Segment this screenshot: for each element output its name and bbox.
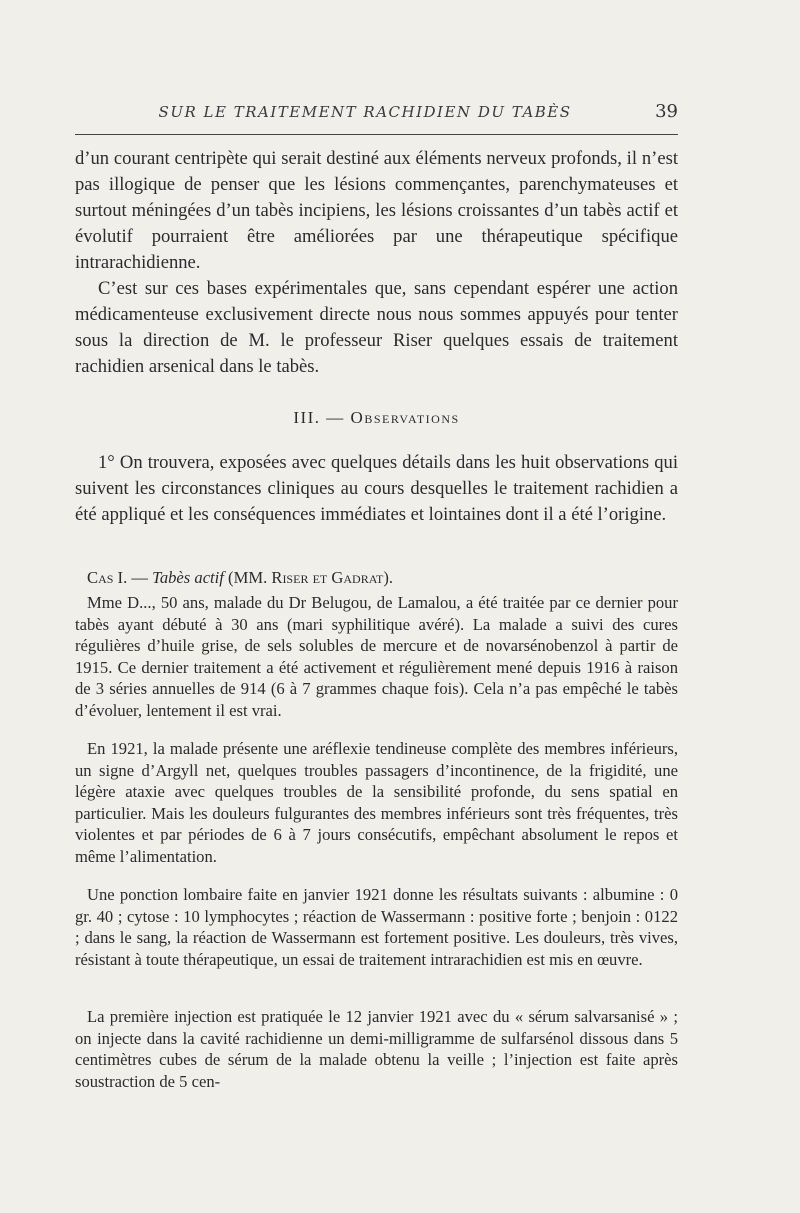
- case-authors: (MM. Riser et Gadrat).: [223, 568, 394, 587]
- paragraph-3: 1° On trouvera, exposées avec quelques détails dans les huit observations qui suivent les circonstances cliniques au cours desquelles le traitement rachidien a été appliqué et les conséquences immédiates et lointaines dont il a été l’origine.: [75, 452, 678, 525]
- section-heading: III. — Observations: [293, 408, 460, 427]
- paragraph-2: C’est sur ces bases expérimentales que, sans cependant espérer une action médicamenteuse exclusivement directe nous nous sommes appuyés pour tenter sous la direction de M. le professeur Riser quelques essais de traitement rachidien arsenical dans le tabès.: [75, 278, 678, 377]
- case-heading: [87, 568, 393, 588]
- case-label: Cas I. —: [87, 568, 153, 587]
- running-title: SUR LE TRAITEMENT RACHIDIEN DU TABÈS: [158, 103, 572, 121]
- case-paragraph-2: En 1921, la malade présente une aréflexie tendineuse complète des membres inférieurs, un signe d’Argyll net, quelques troubles passagers d’incontinence, de la frigidité, une légère ataxie avec quelques troubles de la sensibilité profonde, du sens spatial en particulier. Mais les douleurs fulgurantes des membres inférieurs sont très fréquentes, très violentes et par périodes de 6 à 7 jours consécutifs, empêchant absolument le repos et même l’alimentation.: [75, 739, 678, 866]
- header-rule: [75, 134, 678, 135]
- page-number: 39: [655, 101, 678, 122]
- paragraph-1: d’un courant centripète qui serait destiné aux éléments nerveux profonds, il n’est pas illogique de penser que les lésions commençantes, parenchymateuses et surtout méningées d’un tabès incipiens, les lésions croissantes d’un tabès actif et évolutif pourraient être améliorées par une thérapeutique spécifique intrarachidienne.: [75, 148, 678, 273]
- case-paragraph-3: Une ponction lombaire faite en janvier 1921 donne les résultats suivants : albumine : 0 gr. 40 ; cytose : 10 lymphocytes ; réaction de Wassermann : positive forte ; benjoin : 0122 ; dans le sang, la réaction de Wassermann est fortement positive. Les douleurs, très vives, résistant à toute thérapeutique, un essai de traitement intrarachidien est mis en œuvre.: [75, 885, 678, 969]
- case-title: Tabès actif: [152, 568, 224, 587]
- running-head: [75, 101, 678, 122]
- case-paragraph-1: Mme D..., 50 ans, malade du Dr Belugou, de Lamalou, a été traitée par ce dernier pour tabès ayant débuté à 30 ans (mari syphilitique avéré). La malade a suivi des cures régulières d’huile grise, de sels solubles de mercure et de novarsénobenzol à partir de 1915. Ce dernier traitement a été activement et régulièrement mené depuis 1916 à raison de 3 séries annuelles de 914 (6 à 7 grammes chaque fois). Cela n’a pas empêché le tabès d’évoluer, lentement il est vrai.: [75, 593, 678, 720]
- case-paragraph-4: La première injection est pratiquée le 12 janvier 1921 avec du « sérum salvarsanisé » ; on injecte dans la cavité rachidienne un demi-milligramme de sulfarsénol dissous dans 5 centimètres cubes de sérum de la malade obtenu la veille ; l’injection est faite après soustraction de 5 cen-: [75, 1007, 678, 1091]
